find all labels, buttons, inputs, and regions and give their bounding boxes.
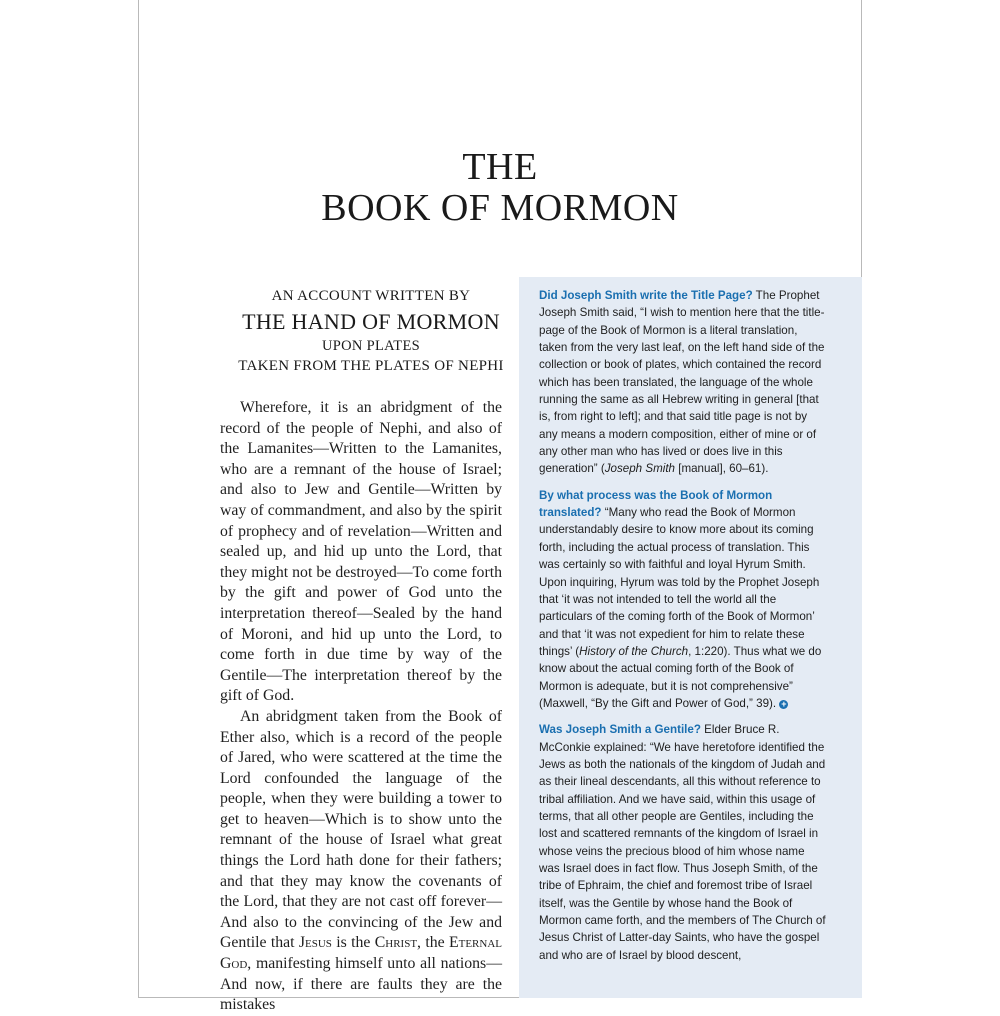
body-text: , manifesting himself unto all nations—And now, if there are faults they are the mistakes — [220, 955, 502, 1014]
heading-line-3: UPON PLATES — [322, 338, 420, 354]
small-caps-christ: Christ — [374, 934, 418, 952]
commentary-sidebar — [519, 277, 862, 998]
page-title-line-1: THE — [462, 146, 538, 188]
small-caps-eternal-god: Eternal God — [220, 934, 502, 973]
body-text: , the — [417, 934, 449, 952]
sidebar-question: By what process was the Book of Mormon translated? — [539, 488, 773, 520]
title-page-text — [220, 398, 502, 1016]
sidebar-answer: The Prophet Joseph Smith said, “I wish to mention here that the title-page of the Book of Mormon is a literal translation, taken from the very last leaf, on the left hand side of the collection or book of plates, which contained the record which has been translated, the language of the whole running the same as all Hebrew writing in general [that is, from right to left]; and that said title page is not by any means a modern composition, either of mine or of any other man who has lived or does live in this generation” ( — [539, 289, 825, 476]
sidebar-question: Was Joseph Smith a Gentile? — [539, 723, 701, 737]
document-page — [138, 0, 862, 1014]
body-text: An abridgment taken from the Book of Ether also, which is a record of the people of Jared, who were scattered at the time the Lord confounded the language of the people, when they were building a tower to get to heaven—Which is to show unto the remnant of the house of Israel what great things the Lord hath done for their fathers; and that they may know the covenants of the Lord, that they are not cast off forever—And also to the convincing of the Jew and Gentile that — [220, 707, 502, 952]
heading-line-4: TAKEN FROM THE PLATES OF NEPHI — [238, 358, 504, 374]
sidebar-entry-title-page — [539, 287, 828, 478]
plus-circle-icon[interactable]: + — [781, 698, 787, 709]
body-text: is the — [331, 934, 375, 952]
small-caps-jesus: Jesus — [298, 934, 332, 952]
sidebar-text — [539, 287, 828, 973]
sidebar-citation: Joseph Smith — [604, 462, 675, 476]
heading-line-2: THE HAND OF MORMON — [242, 309, 500, 334]
sidebar-answer-end: , 1:220). Thus what we do know about the actual coming forth of the Book of Mormon is adequate, but it is not comprehensive” (Maxwell, “By the Gift and Power of God,” 39). — [539, 644, 822, 710]
sidebar-question: Did Joseph Smith write the Title Page? — [539, 289, 753, 302]
sidebar-answer-end: [manual], 60–61). — [675, 462, 769, 476]
sidebar-answer: “Many who read the Book of Mormon understandably desire to know more about its coming forth, including the actual process of translation. This was certainly so with faithful and loyal Hyrum Smith. Upon inquiring, Hyrum was told by the Prophet Joseph that ‘it was not intended to tell the world all the particulars of the coming forth of the Book of Mormon’ and that ‘it was not expedient for him to relate these things’ ( — [539, 506, 820, 658]
sidebar-entry-gentile — [539, 721, 828, 964]
heading-line-1: AN ACCOUNT WRITTEN BY — [271, 288, 471, 304]
sidebar-citation: History of the Church — [579, 644, 689, 658]
body-paragraph-1: Wherefore, it is an abridgment of the record of the people of Nephi, and also of the Lamanites—Written to the Lamanites, who are a remnant of the house of Israel; and also to Jew and Gentile—Written by way of commandment, and also by the spirit of prophecy and of revelation—Written and sealed up, and hid up unto the Lord, that they might not be destroyed—To come forth by the gift and power of God unto the interpretation thereof—Sealed by the hand of Moroni, and hid up unto the Lord, to come forth in due time by way of the Gentile—The interpretation thereof by the gift of God. — [220, 399, 502, 705]
page-title-line-2: BOOK OF MORMON — [321, 187, 679, 229]
body-paragraph-2 — [220, 707, 502, 1016]
sidebar-entry-translation — [539, 487, 828, 712]
sidebar-answer: Elder Bruce R. McConkie explained: “We have heretofore identified the Jews as both the nationals of the kingdom of Judah and as their lineal descendants, all this without reference to tribal affiliation. And we have said, within this usage of terms, that all other people are Gentiles, including the lost and scattered remnants of the kingdom of Israel in whose veins the precious blood of him whose name was Israel does in fact flow. Thus Joseph Smith, of the tribe of Ephraim, the chief and foremost tribe of Israel itself, was the Gentile by whose hand the Book of Mormon came forth, and the members of The Church of Jesus Christ of Latter-day Saints, who have the gospel and who are of Israel by blood descent, — [539, 723, 826, 962]
